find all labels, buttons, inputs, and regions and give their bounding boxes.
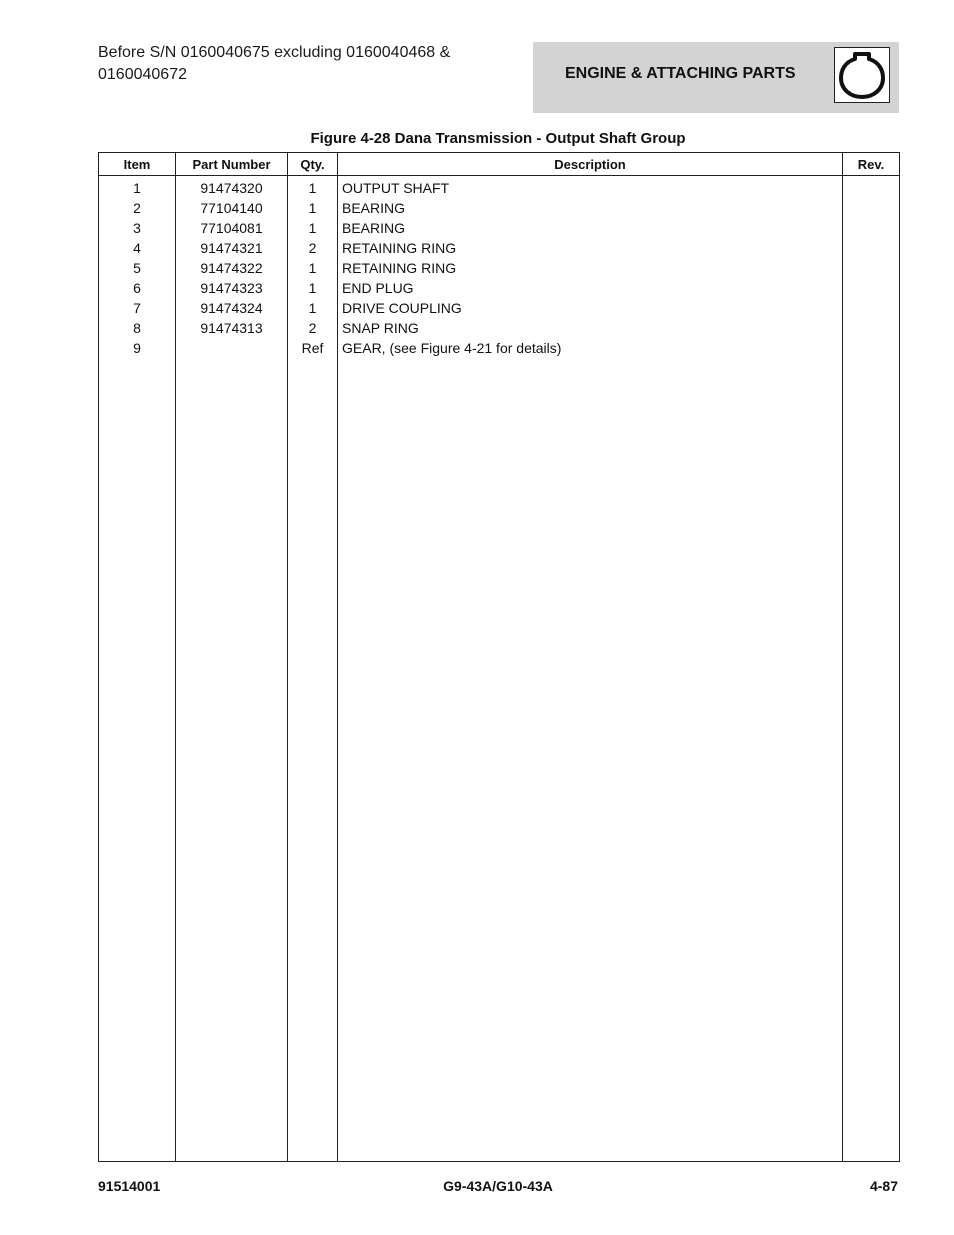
cell-part-number: 91474321 [176,238,288,258]
cell-description: DRIVE COUPLING [338,298,843,318]
cell-part-number: 91474323 [176,278,288,298]
cell-part-number: 91474320 [176,176,288,199]
cell-description: RETAINING RING [338,258,843,278]
cell-empty [338,358,843,1162]
cell-description: GEAR, (see Figure 4-21 for details) [338,338,843,358]
column-header-qty: Qty. [288,153,338,176]
cell-qty: 1 [288,298,338,318]
table-row [99,218,900,238]
footer-model: G9-43A/G10-43A [443,1178,553,1194]
engine-icon-frame [834,47,890,103]
cell-empty [176,358,288,1162]
table-row [99,198,900,218]
cell-description: BEARING [338,218,843,238]
cell-description: END PLUG [338,278,843,298]
cell-rev [843,278,900,298]
cell-empty [843,358,900,1162]
table-filler-row [99,358,900,1162]
cell-part-number: 91474313 [176,318,288,338]
table-row [99,278,900,298]
cell-empty [99,358,176,1162]
parts-table [98,152,900,1162]
cell-part-number: 77104140 [176,198,288,218]
cell-qty: 2 [288,318,338,338]
section-header [533,42,899,113]
cell-rev [843,298,900,318]
cell-rev [843,238,900,258]
cell-rev [843,318,900,338]
cell-qty: 1 [288,258,338,278]
cell-item: 9 [99,338,176,358]
cell-item: 6 [99,278,176,298]
table-row [99,238,900,258]
cell-part-number [176,338,288,358]
cell-item: 4 [99,238,176,258]
cell-rev [843,338,900,358]
table-row [99,338,900,358]
cell-item: 2 [99,198,176,218]
cell-empty [288,358,338,1162]
cell-description: SNAP RING [338,318,843,338]
footer-doc-number: 91514001 [98,1178,161,1194]
cell-qty: 2 [288,238,338,258]
footer-page-number: 4-87 [869,1178,898,1194]
figure-title: Figure 4-28 Dana Transmission - Output Shaft Group [310,130,686,147]
serial-number-note: Before S/N 0160040675 excluding 0160040468 & 0160040672 [98,44,451,83]
cell-qty: 1 [288,198,338,218]
cell-rev [843,218,900,238]
column-header-rev: Rev. [843,153,900,176]
cell-part-number: 91474322 [176,258,288,278]
cell-description: RETAINING RING [338,238,843,258]
cell-description: OUTPUT SHAFT [338,176,843,199]
cell-item: 8 [99,318,176,338]
cell-part-number: 77104081 [176,218,288,238]
cell-rev [843,198,900,218]
table-header-row [99,153,900,176]
cell-part-number: 91474324 [176,298,288,318]
cell-qty: 1 [288,218,338,238]
cell-item: 3 [99,218,176,238]
column-header-item: Item [99,153,176,176]
cell-qty: Ref [288,338,338,358]
cell-rev [843,258,900,278]
cell-item: 7 [99,298,176,318]
column-header-part-number: Part Number [176,153,288,176]
cell-item: 1 [99,176,176,199]
engine-icon [838,50,886,100]
cell-item: 5 [99,258,176,278]
cell-qty: 1 [288,278,338,298]
cell-description: BEARING [338,198,843,218]
section-title: ENGINE & ATTACHING PARTS [565,65,796,82]
column-header-description: Description [338,153,843,176]
table-row [99,318,900,338]
table-row [99,176,900,199]
table-row [99,298,900,318]
cell-rev [843,176,900,199]
cell-qty: 1 [288,176,338,199]
table-row [99,258,900,278]
